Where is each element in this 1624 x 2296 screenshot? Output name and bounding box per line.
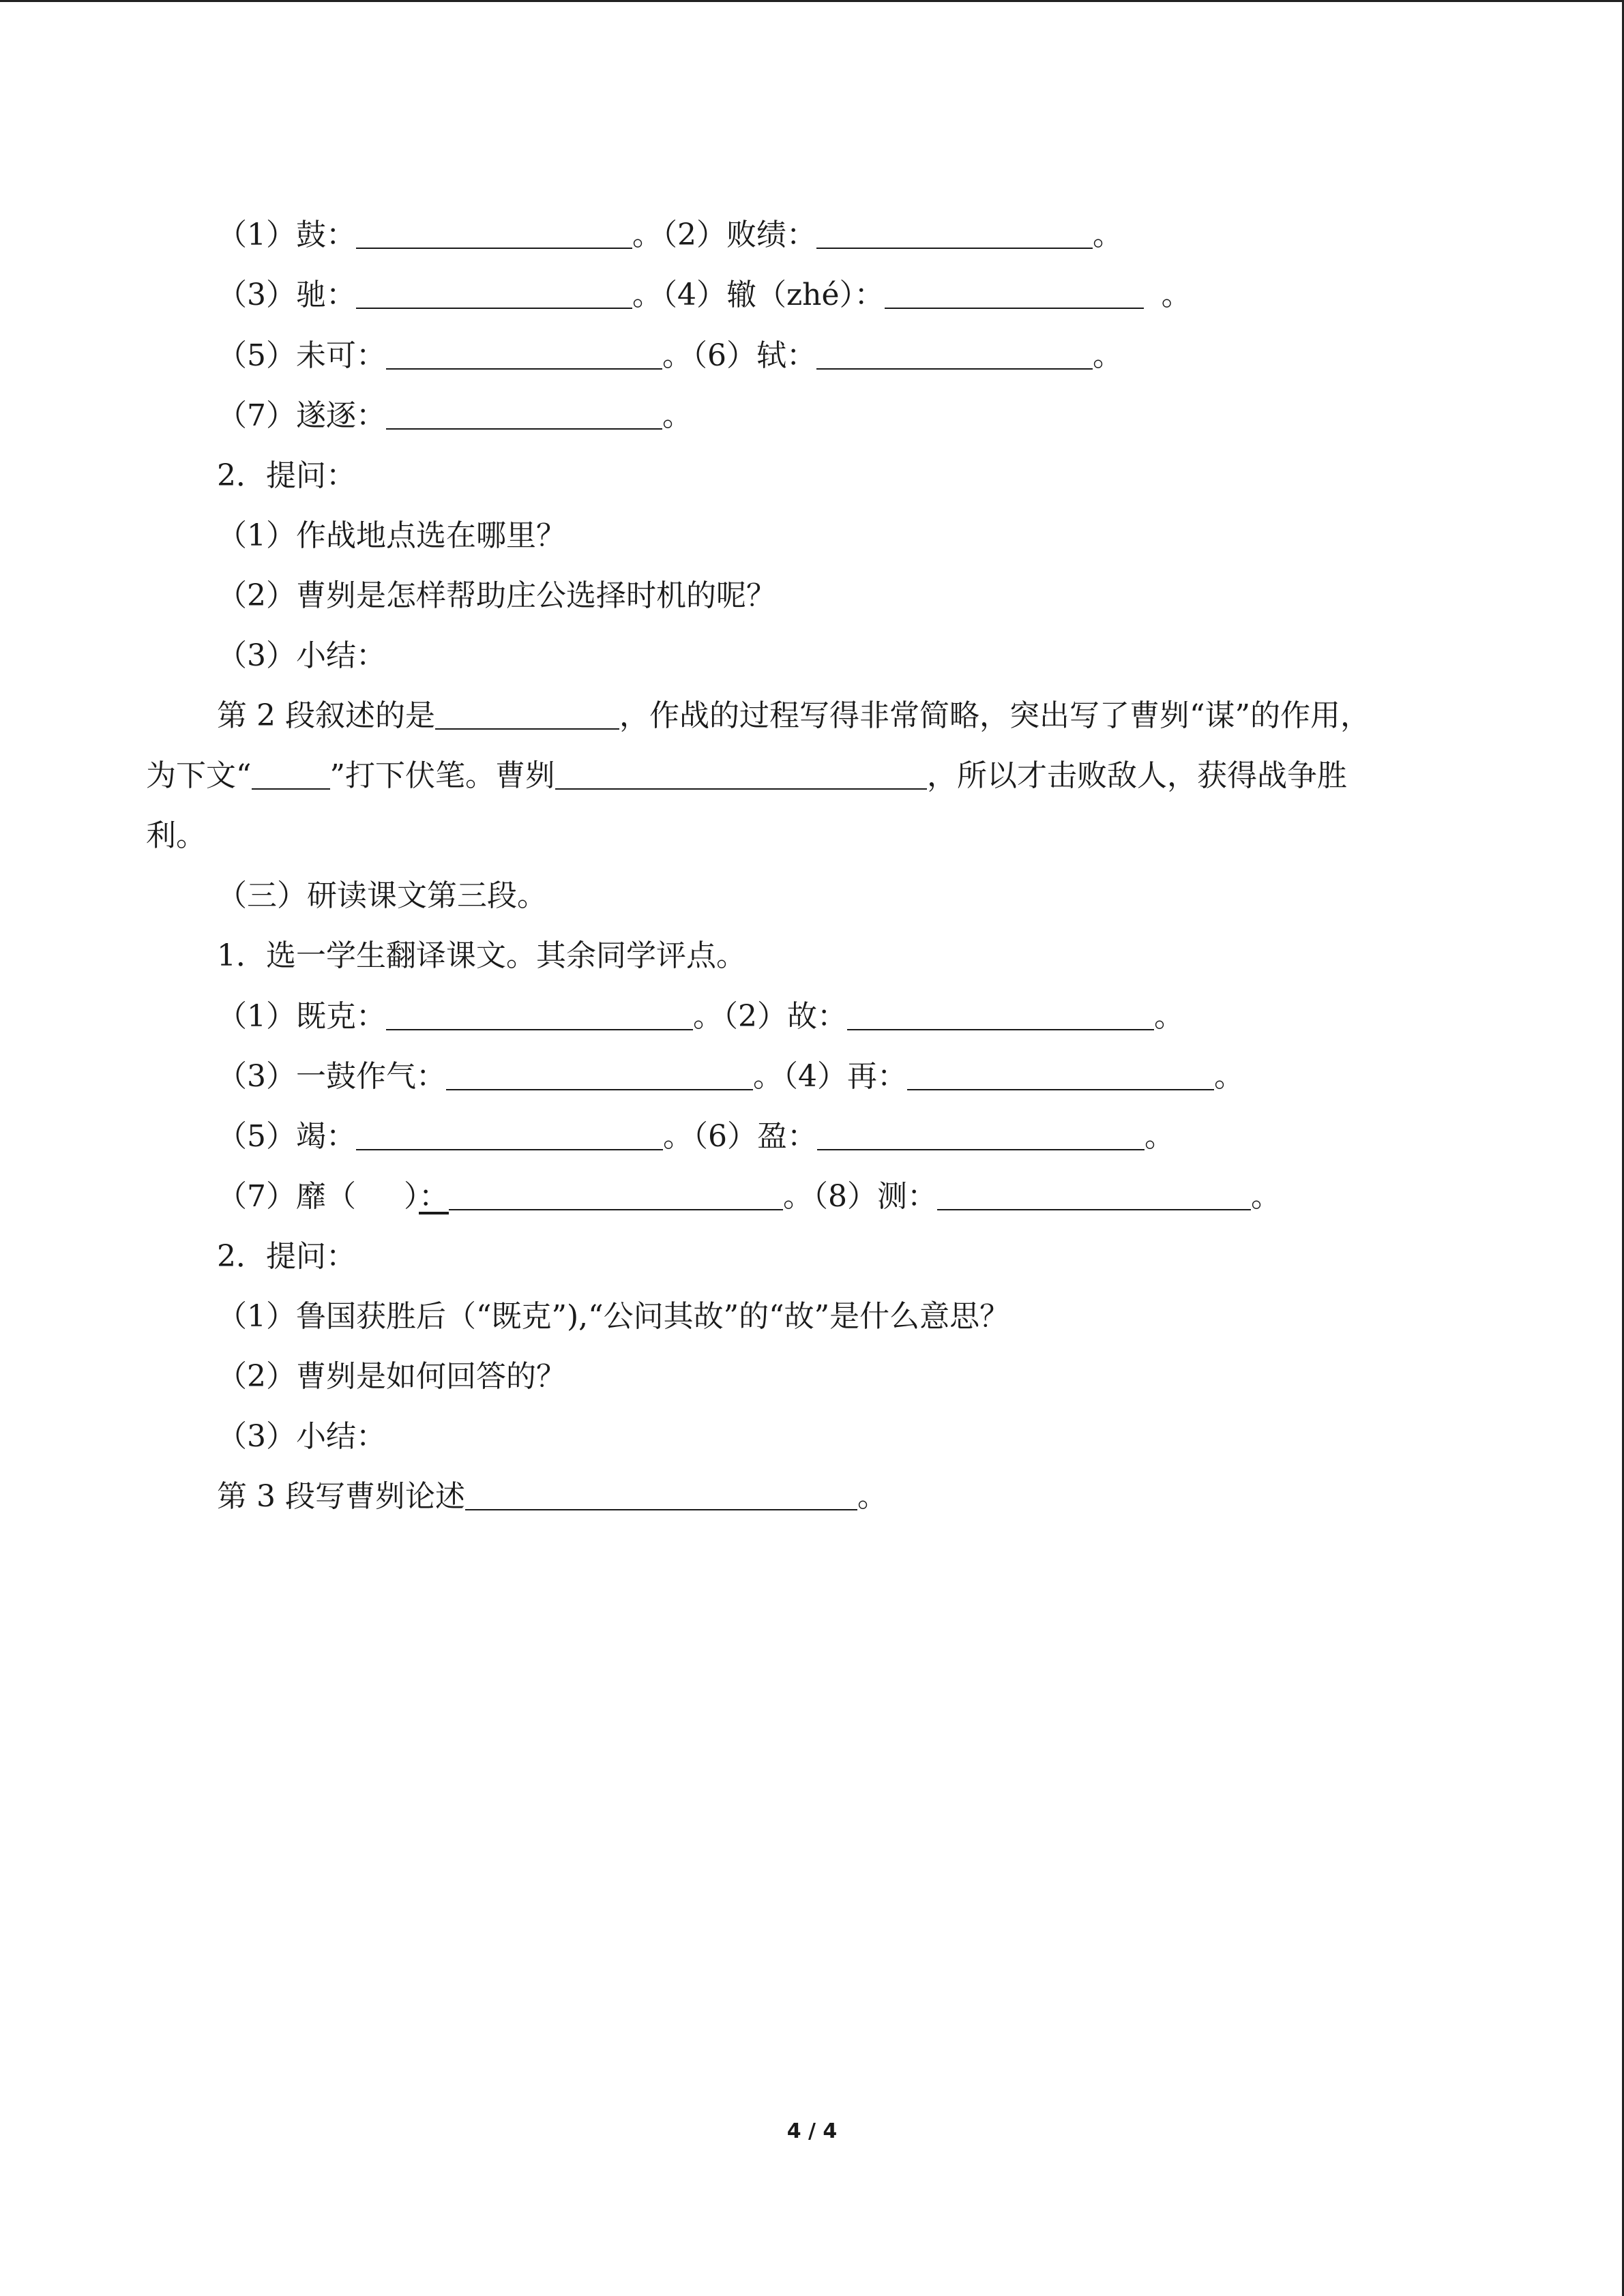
vocab3-line-3: [217, 1116, 1175, 1157]
vocab-end-zhe: 。: [1161, 278, 1192, 312]
answer-blank-baiji[interactable]: [816, 220, 1093, 249]
vocab3-colon-mi: ：: [419, 1179, 449, 1214]
question-2-2: （2）曹刿是怎样帮助庄公选择时机的呢？: [217, 578, 776, 613]
answer-blank-suizhu[interactable]: [386, 401, 662, 430]
answer-blank-summary-2b[interactable]: [252, 761, 330, 790]
vocab-line-2: [217, 275, 1192, 316]
vocab3-line-4: [217, 1176, 1281, 1217]
vocab3-label-jie: （5）竭：: [217, 1119, 356, 1154]
summary-2-line-2: [146, 756, 1347, 796]
page-border-top: [0, 0, 1624, 2]
vocab-label-weike: （5）未可：: [217, 338, 386, 373]
vocab-end-suizhu: 。: [662, 398, 692, 433]
answer-blank-mi[interactable]: [449, 1182, 783, 1210]
vocab-line-1: [217, 215, 1123, 256]
section-3-task-1: 1．选一学生翻译课文。其余同学评点。: [217, 938, 746, 973]
vocab3-end-gu: 。: [1154, 999, 1184, 1034]
vocab-label-baiji: （2）败绩：: [662, 218, 816, 252]
vocab3-end-yigu: 。: [753, 1059, 783, 1094]
question-2-3: （3）小结：: [217, 638, 386, 673]
answer-blank-weike[interactable]: [386, 341, 662, 370]
summary-2-line-3: 利。: [146, 818, 206, 853]
vocab3-label-gu: （2）故：: [723, 999, 847, 1034]
answer-blank-summary-2a[interactable]: [435, 701, 619, 730]
summary-2-text-b: ，作战的过程写得非常简略，突出写了曹刿“谋”的作用，: [619, 698, 1370, 733]
vocab-end-shi: 。: [1093, 338, 1123, 373]
summary-2-text-a: 第 2 段叙述的是: [217, 698, 435, 733]
vocab-label-chi: （3）驰：: [217, 278, 356, 312]
question-3-2: （2）曹刿是如何回答的？: [217, 1359, 566, 1394]
vocab-line-4: [217, 396, 692, 436]
vocab3-paren-mi: ）: [404, 1179, 419, 1214]
answer-blank-jie[interactable]: [356, 1122, 663, 1150]
vocab3-end-ce: 。: [1251, 1179, 1281, 1214]
vocab3-label-ce: （8）测：: [813, 1179, 937, 1214]
vocab3-label-yigu: （3）一鼓作气：: [217, 1059, 446, 1094]
vocab-label-zhe: （4）辙（zhé）：: [662, 278, 885, 312]
summary-3-text: 第 3 段写曹刿论述: [217, 1479, 465, 1514]
vocab3-line-1: [217, 996, 1184, 1037]
summary-2-text-e: ，所以才击败敌人，获得战争胜: [927, 758, 1347, 793]
vocab3-label-zai: （4）再：: [783, 1059, 907, 1094]
answer-blank-ying[interactable]: [817, 1122, 1145, 1150]
summary-2-text-c: 为下文“: [146, 758, 252, 793]
vocab3-line-2: [217, 1056, 1244, 1097]
vocab-label-gu: （1）鼓：: [217, 218, 356, 252]
vocab3-end-ying: 。: [1145, 1119, 1175, 1154]
vocab-end-weike: 。: [662, 338, 692, 373]
answer-blank-ce[interactable]: [937, 1182, 1251, 1210]
answer-blank-zai[interactable]: [907, 1062, 1214, 1090]
answer-blank-shi[interactable]: [816, 341, 1093, 370]
vocab3-label-ying: （6）盈：: [693, 1119, 817, 1154]
answer-blank-summary-2c[interactable]: [555, 761, 927, 790]
summary-2-line-1: [217, 696, 1370, 736]
answer-blank-summary-3[interactable]: [465, 1482, 857, 1510]
vocab3-label-jike: （1）既克：: [217, 999, 386, 1034]
page-number: 4 / 4: [786, 2119, 838, 2143]
vocab3-end-jie: 。: [663, 1119, 693, 1154]
question-3-1: （1）鲁国获胜后（“既克”),“公问其故”的“故”是什么意思？: [217, 1299, 1010, 1334]
vocab3-end-mi: 。: [783, 1179, 813, 1214]
section-3-heading: （三）研读课文第三段。: [217, 878, 547, 913]
vocab-label-shi: （6）轼：: [692, 338, 816, 373]
vocab-end-chi: 。: [632, 278, 662, 312]
question-3-3: （3）小结：: [217, 1419, 386, 1454]
vocab3-label-mi: （7）靡（: [217, 1179, 356, 1214]
vocab3-end-zai: 。: [1214, 1059, 1244, 1094]
answer-blank-jike[interactable]: [386, 1002, 693, 1030]
vocab-end-gu: 。: [632, 218, 662, 252]
ask-heading-2: 2．提问：: [217, 458, 356, 493]
answer-blank-yigu[interactable]: [446, 1062, 753, 1090]
question-2-1: （1）作战地点选在哪里？: [217, 518, 566, 553]
summary-3-end: 。: [857, 1479, 887, 1514]
vocab-line-3: [217, 336, 1123, 376]
answer-blank-gu[interactable]: [356, 220, 632, 249]
vocab-label-suizhu: （7）遂逐：: [217, 398, 386, 433]
ask-heading-3: 2．提问：: [217, 1239, 356, 1274]
answer-blank-chi[interactable]: [356, 280, 632, 309]
answer-blank-zhe[interactable]: [885, 280, 1144, 309]
answer-blank-gu3[interactable]: [847, 1002, 1154, 1030]
vocab-end-baiji: 。: [1093, 218, 1123, 252]
vocab3-end-jike: 。: [693, 999, 723, 1034]
summary-2-text-d: ”打下伏笔。曹刿: [329, 758, 555, 793]
summary-3-line: [217, 1476, 887, 1517]
